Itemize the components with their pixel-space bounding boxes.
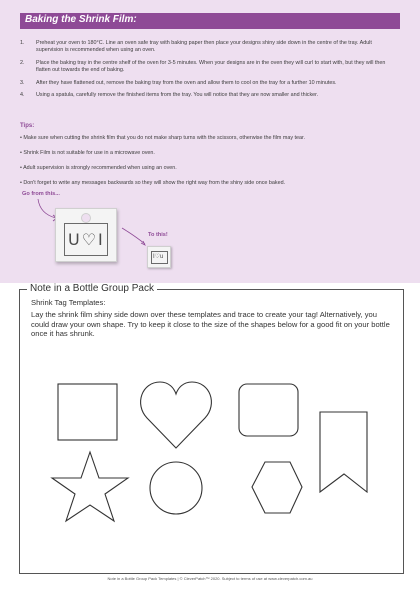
step-text: Place the baking tray in the centre shelf of the oven for 3-5 minutes. When your designs are in the oven they will curl to start with, but they will then flatten out towards the end of baking. [36,59,386,74]
rounded-rectangle-shape [239,384,298,436]
step-number: 4. [20,92,25,99]
step-text: Using a spatula, carefully remove the finished items from the tray. You will notice that they are now smaller and thicker. [36,92,319,99]
tag-text: I♡u [153,254,164,260]
tips-title: Tips: [20,123,35,129]
step-number: 3. [20,79,25,86]
step-text: After they have flattened out, remove the baking tray from the oven and allow them to cool on the tray for a further 10 minutes. [36,79,337,86]
hexagon-shape [252,462,302,513]
circle-shape [150,462,202,514]
tip-item: • Adult supervision is strongly recommended when using an oven. [20,165,177,171]
section-title: Baking the Shrink Film: [25,14,137,25]
tip-item: • Don't forget to write any messages backwards so they will show the right way from the shiny side once baked. [20,180,286,186]
tip-item: • Make sure when cutting the shrink film that you do not make sharp turns with the scissors, otherwise the film may tear. [20,135,306,141]
step-number: 2. [20,59,25,66]
step-text: Preheat your oven to 180°C. Line an oven safe tray with baking paper then place your designs shiny side down in the centre of the tray. Adult supervision is recommended when using an oven. [36,40,372,54]
footer: Note in a Bottle Group Pack Templates | © CleverPatch™ 2020. Subject to terms of use at www.cleverpatch.com.au [107,576,313,581]
templates-instructions: Lay the shrink film shiny side down over these templates and trace to create your tag! Alternatively, you could draw your own shape. Try to keep it close to the size of the shapes below for a good fit on your bottle once it has shrunk. [31,310,390,339]
templates-subtitle: Shrink Tag Templates: [31,298,106,307]
before-label: Go from this... [22,191,60,197]
heart-shape [141,382,212,448]
square-shape [58,384,117,440]
templates-box-title: Note in a Bottle Group Pack [27,283,157,294]
star-shape [52,452,128,521]
tip-item: • Shrink Film is not suitable for use in a microwave oven. [20,150,155,156]
after-label: To this! [148,232,168,238]
tag-text: U♡I [68,230,105,249]
step-number: 1. [20,40,25,46]
banner-shape [320,412,367,492]
